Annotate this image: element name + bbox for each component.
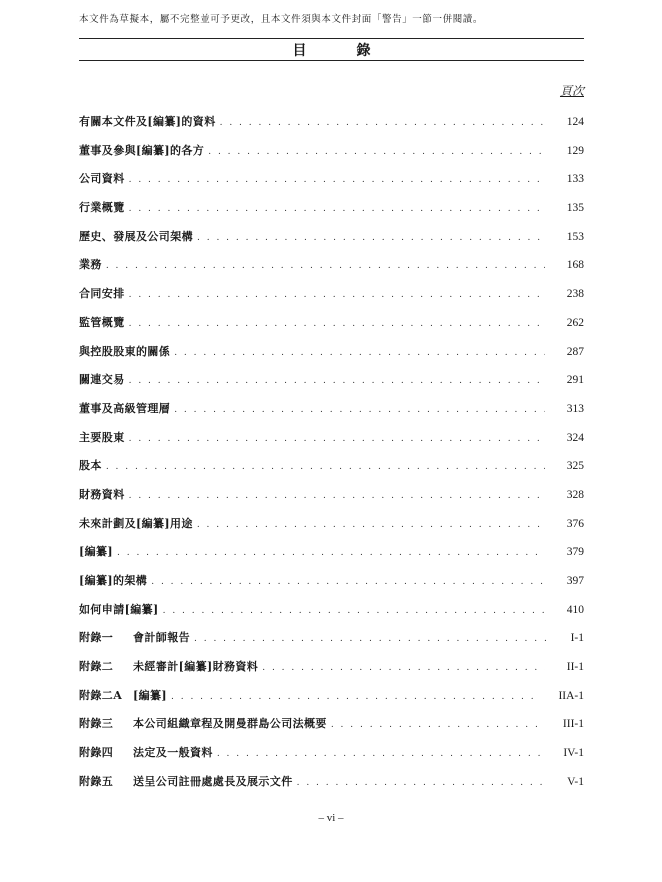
appendix-number: 附錄五 bbox=[79, 774, 114, 788]
dot-leader bbox=[129, 488, 545, 501]
dot-leader bbox=[106, 258, 545, 271]
toc-entry-label: 會計師報告 bbox=[133, 631, 190, 645]
toc-entry-page: 129 bbox=[566, 144, 584, 157]
toc-entry-page: 153 bbox=[566, 230, 584, 243]
dot-leader bbox=[208, 144, 545, 157]
toc-entry-label: 本公司組織章程及開曼群島公司法概要 bbox=[133, 717, 327, 731]
toc-entry-page: IIA-1 bbox=[558, 689, 584, 702]
dot-leader bbox=[197, 230, 545, 243]
toc-entry[interactable] bbox=[79, 285, 584, 314]
toc-entry[interactable] bbox=[79, 429, 584, 458]
toc-entry[interactable] bbox=[79, 343, 584, 372]
appendix-number: 附錄一 bbox=[79, 631, 114, 645]
dot-leader bbox=[129, 431, 545, 444]
toc-entry-page: V-1 bbox=[567, 775, 584, 788]
toc-entry-label: 董事及高級管理層 bbox=[79, 401, 171, 415]
dot-leader bbox=[197, 517, 545, 530]
toc-entry-label: 行業概覽 bbox=[79, 201, 125, 215]
dot-leader bbox=[163, 603, 545, 616]
toc-entry[interactable] bbox=[79, 601, 584, 630]
toc-entry[interactable] bbox=[79, 457, 584, 486]
dot-leader bbox=[174, 402, 545, 415]
toc-entry-label: [編纂] bbox=[79, 545, 114, 559]
toc-entry-page: 262 bbox=[566, 316, 584, 329]
page-column-label: 頁次 bbox=[559, 84, 584, 98]
toc-entry-page: 328 bbox=[566, 488, 584, 501]
toc-entry[interactable] bbox=[79, 170, 584, 199]
dot-leader bbox=[174, 345, 545, 358]
toc-entry-label: 送呈公司註冊處處長及展示文件 bbox=[133, 774, 293, 788]
toc-entry-label: 合同安排 bbox=[79, 287, 125, 301]
toc-entry[interactable] bbox=[79, 371, 584, 400]
dot-leader bbox=[106, 459, 545, 472]
toc-entry-label: 股本 bbox=[79, 459, 102, 473]
toc-entry-page: 133 bbox=[566, 173, 584, 186]
toc-entry-page: 324 bbox=[566, 431, 584, 444]
dot-leader bbox=[129, 373, 545, 386]
toc-entry[interactable] bbox=[79, 228, 584, 257]
toc-entry-label: 公司資料 bbox=[79, 172, 125, 186]
toc-entry-page: 379 bbox=[566, 546, 584, 559]
toc-entry-page: 313 bbox=[566, 402, 584, 415]
dot-leader bbox=[129, 172, 545, 185]
page-title: 目 錄 bbox=[292, 43, 389, 59]
toc-entry-page: III-1 bbox=[562, 718, 584, 731]
title-rule-top bbox=[79, 38, 584, 39]
toc-entry-page: 376 bbox=[566, 517, 584, 530]
dot-leader bbox=[129, 287, 545, 300]
toc-entry-page: 291 bbox=[566, 374, 584, 387]
dot-leader bbox=[129, 316, 545, 329]
page-number: – vi – bbox=[318, 812, 344, 824]
toc-entry-page: I-1 bbox=[570, 632, 584, 645]
title-rule-bottom bbox=[79, 60, 584, 61]
toc-entry-page: 410 bbox=[566, 603, 584, 616]
dot-leader bbox=[117, 545, 545, 558]
toc-entry[interactable] bbox=[79, 314, 584, 343]
dot-leader bbox=[217, 746, 542, 759]
dot-leader bbox=[297, 775, 546, 788]
toc-entry[interactable] bbox=[79, 486, 584, 515]
toc-entry-label: 與控股股東的關係 bbox=[79, 344, 171, 358]
toc-entry-page: II-1 bbox=[566, 661, 584, 674]
toc-entry-label: 未經審計[編纂]財務資料 bbox=[133, 660, 259, 674]
toc-entry[interactable] bbox=[79, 142, 584, 171]
toc-entry-appendix[interactable] bbox=[79, 629, 584, 658]
dot-leader bbox=[262, 660, 545, 673]
dot-leader bbox=[220, 115, 545, 128]
toc-entry-label: 有關本文件及[編纂]的資料 bbox=[79, 115, 216, 128]
dot-leader bbox=[151, 574, 545, 587]
toc-entry-page: 287 bbox=[566, 345, 584, 358]
toc-entry-label: 主要股東 bbox=[79, 430, 125, 444]
toc-entry-appendix[interactable] bbox=[79, 773, 584, 802]
toc-entry[interactable] bbox=[79, 572, 584, 601]
toc-entry-page: 325 bbox=[566, 460, 584, 473]
toc-entry-label: 歷史、發展及公司架構 bbox=[79, 229, 193, 243]
toc-entry-page: 397 bbox=[566, 575, 584, 587]
toc-entry[interactable] bbox=[79, 400, 584, 429]
toc-entry-label: 如何申請[編纂] bbox=[79, 602, 159, 616]
draft-warning-note: 本文件為草擬本，屬不完整並可予更改，且本文件須與本文件封面「警告」一節一併閱讀。 bbox=[79, 14, 484, 25]
appendix-number: 附錄三 bbox=[79, 717, 114, 731]
toc-entry-appendix[interactable] bbox=[79, 687, 584, 716]
toc-entry-label: [編纂] bbox=[133, 688, 168, 702]
appendix-number: 附錄四 bbox=[79, 746, 114, 760]
toc-entry-appendix[interactable] bbox=[79, 744, 584, 773]
dot-leader bbox=[129, 201, 545, 214]
toc-entry-appendix[interactable] bbox=[79, 715, 584, 744]
toc-entry[interactable] bbox=[79, 113, 584, 142]
toc-entry-appendix[interactable] bbox=[79, 658, 584, 687]
toc-entry-label: [編纂]的架構 bbox=[79, 574, 148, 587]
dot-leader bbox=[194, 631, 549, 644]
toc-entry-page: 168 bbox=[566, 259, 584, 272]
toc-entry-label: 監管概覽 bbox=[79, 315, 125, 329]
dot-leader bbox=[331, 717, 541, 730]
toc-entry-page: IV-1 bbox=[563, 747, 584, 760]
dot-leader bbox=[171, 689, 536, 702]
toc-entry-page: 124 bbox=[566, 116, 584, 128]
appendix-number: 附錄二A bbox=[79, 688, 123, 702]
toc-entry-page: 135 bbox=[566, 202, 584, 215]
table-of-contents bbox=[79, 113, 584, 802]
toc-entry-page: 238 bbox=[566, 288, 584, 301]
toc-entry[interactable] bbox=[79, 199, 584, 228]
appendix-number: 附錄二 bbox=[79, 660, 114, 674]
toc-entry[interactable] bbox=[79, 515, 584, 544]
toc-entry[interactable] bbox=[79, 256, 584, 285]
toc-entry-label: 財務資料 bbox=[79, 487, 125, 501]
toc-entry-label: 董事及參與[編纂]的各方 bbox=[79, 143, 205, 157]
toc-entry-label: 法定及一般資料 bbox=[133, 746, 213, 760]
toc-entry-label: 未來計劃及[編纂]用途 bbox=[79, 516, 193, 530]
toc-entry-label: 業務 bbox=[79, 258, 102, 272]
toc-entry[interactable] bbox=[79, 543, 584, 572]
toc-entry-label: 關連交易 bbox=[79, 373, 125, 387]
